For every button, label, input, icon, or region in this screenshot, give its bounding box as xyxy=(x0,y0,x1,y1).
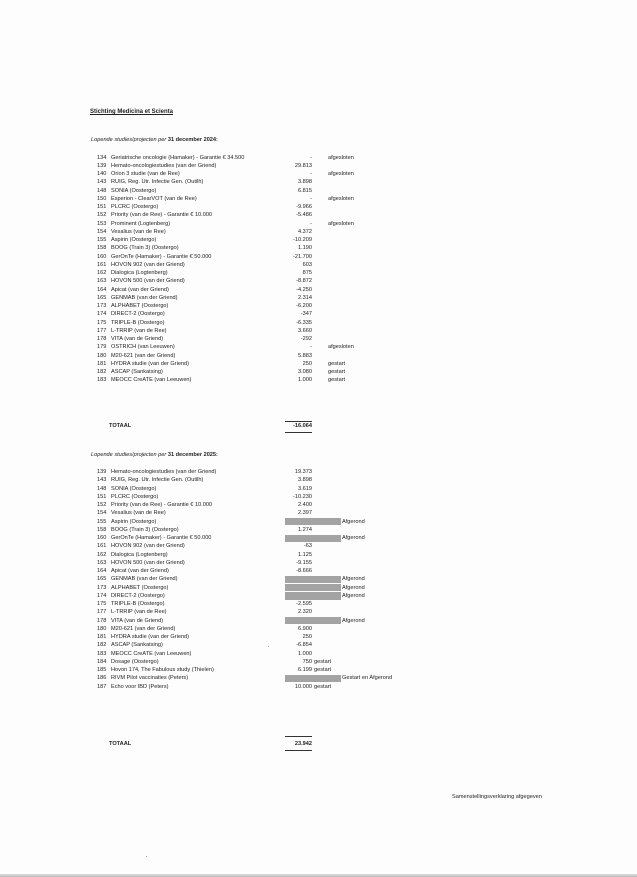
scan-speck xyxy=(146,856,147,857)
project-balance: 1.000 xyxy=(298,650,312,657)
project-name: Hemato-oncologiestudies (van der Griend) xyxy=(111,162,217,169)
project-balance: -10.209 xyxy=(293,237,312,243)
section2-heading xyxy=(91,452,218,458)
table-row xyxy=(0,567,637,575)
section2-total-rule xyxy=(285,736,312,737)
project-name: HOVON 902 (van der Griend) xyxy=(111,543,185,550)
table-row xyxy=(0,584,637,592)
project-name: RUIG, Reg. Utr. Infectie Gen. (Outilh) xyxy=(111,477,204,484)
table-row xyxy=(0,493,637,501)
project-balance: 2.320 xyxy=(298,609,312,616)
project-name: HOVON 902 (van der Griend) xyxy=(111,261,185,268)
project-balance: -4.250 xyxy=(296,286,312,293)
project-name: Esperion - ClearVOT (van de Ree) xyxy=(111,195,197,202)
project-number: 175 xyxy=(97,319,107,326)
project-number: 187 xyxy=(97,683,107,690)
project-number: 184 xyxy=(97,658,107,665)
section1-heading-date: 31 december 2024: xyxy=(167,137,218,143)
table-row xyxy=(0,277,637,285)
project-number: 164 xyxy=(97,286,107,293)
project-number: 151 xyxy=(97,493,107,500)
section2-total-label: TOTAAL xyxy=(109,741,132,747)
table-row xyxy=(0,476,637,484)
table-row xyxy=(0,575,637,583)
organization-title: Stichting Medicina et Scienta xyxy=(90,109,174,115)
project-balance: 3.898 xyxy=(298,477,312,484)
project-status: afgesloten xyxy=(328,220,354,227)
project-name: Echo voor IBD (Peters) xyxy=(111,683,169,690)
project-balance: 3.080 xyxy=(298,369,312,375)
project-number: 178 xyxy=(97,617,107,624)
project-number: 155 xyxy=(97,237,107,243)
project-number: 177 xyxy=(97,609,107,616)
project-name: PLCRC (Oostergo) xyxy=(111,204,159,210)
project-balance: -21.700 xyxy=(293,253,312,260)
table-row xyxy=(0,485,637,493)
project-status: gestart xyxy=(314,658,332,665)
project-balance: -6.200 xyxy=(296,303,312,309)
project-balance: 10.000 xyxy=(294,683,312,690)
table-row xyxy=(0,526,637,534)
project-balance: -292 xyxy=(300,336,312,342)
section1-heading-prefix: Lopende studies/projecten per xyxy=(91,137,167,143)
project-balance: - xyxy=(310,220,312,227)
project-balance: 1.190 xyxy=(298,245,312,252)
section1-table xyxy=(0,154,637,385)
project-number: 180 xyxy=(97,625,107,632)
table-row xyxy=(0,542,637,550)
table-row xyxy=(0,319,637,327)
project-status: Afgerond xyxy=(342,592,365,599)
shaded-cell xyxy=(285,617,341,624)
project-name: RIVM Pilot vaccinaties (Peters) xyxy=(111,675,189,682)
project-balance: 603 xyxy=(302,261,312,268)
project-status: Afgerond xyxy=(342,584,365,591)
project-number: 161 xyxy=(97,261,107,268)
project-number: 139 xyxy=(97,469,107,475)
project-number: 134 xyxy=(97,154,107,161)
table-row xyxy=(0,195,637,203)
project-number: 175 xyxy=(97,601,107,607)
project-name: GENMAB (van der Griend) xyxy=(111,294,178,301)
project-name: MEOCC CreATE (van Leeuwen) xyxy=(111,377,192,384)
project-name: GENMAB (van der Griend) xyxy=(111,576,178,583)
project-balance: - xyxy=(310,195,312,202)
project-status: gestart xyxy=(314,683,332,690)
project-name: Vesalius (van de Ree) xyxy=(111,228,166,235)
table-row xyxy=(0,509,637,517)
project-name: PLCRC (Oostergo) xyxy=(111,493,159,500)
table-row xyxy=(0,335,637,343)
table-row xyxy=(0,253,637,261)
project-number: 139 xyxy=(97,162,107,169)
project-number: 173 xyxy=(97,303,107,309)
project-name: Prominent (Logtenberg) xyxy=(111,220,171,227)
project-balance: 1.274 xyxy=(298,526,312,533)
table-row xyxy=(0,203,637,211)
project-balance: 2.314 xyxy=(298,294,312,301)
project-name: Vesalius (van de Ree) xyxy=(111,510,166,517)
project-number: 186 xyxy=(97,675,107,682)
project-balance: 3.898 xyxy=(298,179,312,186)
project-name: HYDRA studie (van der Griend) xyxy=(111,634,190,640)
project-number: 181 xyxy=(97,360,107,367)
project-status: Afgerond xyxy=(342,576,365,583)
table-row xyxy=(0,468,637,476)
table-row xyxy=(0,658,637,666)
project-name: ASCAP (Sankatsing) xyxy=(111,642,163,649)
project-status: afgesloten xyxy=(328,195,354,202)
table-row xyxy=(0,269,637,277)
table-row xyxy=(0,170,637,178)
project-name: Dosage (Oostergo) xyxy=(111,658,159,665)
project-name: DIRECT-2 (Oostergo) xyxy=(111,592,165,599)
project-balance: 250 xyxy=(302,634,312,640)
project-name: ALPHABET (Oostergo) xyxy=(111,303,169,309)
project-status: gestart xyxy=(328,377,346,384)
project-name: VITA (van de Griend) xyxy=(111,617,164,624)
project-name: Geriatrische oncologie (Hamaker) - Garantie € 34.500 xyxy=(111,154,245,161)
project-balance: 2.397 xyxy=(298,510,312,517)
project-name: GerOnTe (Hamaker) - Garantie € 50.000 xyxy=(111,535,212,541)
project-name: HOVON 500 (van der Griend) xyxy=(111,278,185,285)
table-row xyxy=(0,650,637,658)
project-number: 162 xyxy=(97,551,107,558)
project-number: 151 xyxy=(97,204,107,210)
section1-total-rule xyxy=(285,421,312,422)
project-name: BOOG (Train 3) (Oostergo) xyxy=(111,245,179,252)
project-number: 148 xyxy=(97,485,107,492)
table-row xyxy=(0,518,637,526)
project-name: GerOnTe (Hamaker) - Garantie € 50.000 xyxy=(111,253,212,260)
project-name: OSTRICH (van Leeuwen) xyxy=(111,344,175,351)
project-name: M20-621 (van der Griend) xyxy=(111,352,176,359)
project-name: Aspirin (Oostergo) xyxy=(111,237,157,243)
shaded-cell xyxy=(285,584,341,591)
project-name: DIRECT-2 (Oostergo) xyxy=(111,311,165,318)
project-balance: -10.230 xyxy=(293,493,312,500)
project-name: VITA (van de Griend) xyxy=(111,336,164,342)
project-balance: 29.813 xyxy=(294,162,312,169)
project-name: Dialogica (Logtenberg) xyxy=(111,551,168,558)
project-number: 148 xyxy=(97,187,107,194)
project-balance: 4.372 xyxy=(298,228,312,235)
project-name: Hemato-oncologiestudies (van der Griend) xyxy=(111,469,217,475)
table-row xyxy=(0,674,637,682)
table-row xyxy=(0,294,637,302)
project-number: 165 xyxy=(97,576,107,583)
project-status: Afgerond xyxy=(342,535,365,541)
project-number: 174 xyxy=(97,592,107,599)
section1-total-label: TOTAAL xyxy=(109,423,132,429)
section2-total-underline xyxy=(285,750,312,751)
project-name: Priority (van de Ree) - Garantie € 10.000 xyxy=(111,502,213,508)
table-row xyxy=(0,310,637,318)
table-row xyxy=(0,154,637,162)
project-number: 140 xyxy=(97,171,107,177)
project-balance: 6.199 xyxy=(298,667,312,673)
section2-total-value: 23.942 xyxy=(294,741,312,747)
project-number: 173 xyxy=(97,584,107,591)
project-balance: -8.872 xyxy=(296,278,312,285)
table-row xyxy=(0,343,637,351)
table-row xyxy=(0,376,637,384)
shaded-cell xyxy=(285,675,341,682)
project-number: 180 xyxy=(97,352,107,359)
table-row xyxy=(0,559,637,567)
table-row xyxy=(0,220,637,228)
project-number: 181 xyxy=(97,634,107,640)
project-balance: - xyxy=(310,154,312,161)
project-number: 161 xyxy=(97,543,107,550)
project-balance: -6.854 xyxy=(296,642,312,649)
project-status: Afgerond xyxy=(342,518,365,525)
project-balance: 1.125 xyxy=(298,551,312,558)
project-number: 177 xyxy=(97,327,107,334)
section2-table xyxy=(0,468,637,691)
table-row xyxy=(0,236,637,244)
table-row xyxy=(0,211,637,219)
project-balance: 5.883 xyxy=(298,352,312,359)
project-number: 163 xyxy=(97,278,107,285)
project-balance: - xyxy=(310,344,312,351)
project-name: TRIPLE-B (Oostergo) xyxy=(111,319,165,326)
table-row xyxy=(0,608,637,616)
project-name: TRIPLE-B (Oostergo) xyxy=(111,601,165,607)
project-balance: 250 xyxy=(302,360,312,367)
project-number: 155 xyxy=(97,518,107,525)
project-balance: - xyxy=(310,171,312,177)
table-row xyxy=(0,534,637,542)
project-name: Priority (van de Ree) - Garantie € 10.000 xyxy=(111,212,213,219)
project-number: 164 xyxy=(97,568,107,574)
project-number: 154 xyxy=(97,510,107,517)
project-balance: 1.000 xyxy=(298,377,312,384)
shaded-cell xyxy=(285,576,341,583)
project-number: 143 xyxy=(97,477,107,484)
project-name: Aspirin (Oostergo) xyxy=(111,518,157,525)
shaded-cell xyxy=(285,535,341,542)
project-number: 183 xyxy=(97,377,107,384)
table-row xyxy=(0,368,637,376)
project-number: 179 xyxy=(97,344,107,351)
shaded-cell xyxy=(285,518,341,525)
project-name: Apicat (van der Griend) xyxy=(111,286,169,293)
project-name: Dialogica (Logtenberg) xyxy=(111,270,168,276)
table-row xyxy=(0,162,637,170)
project-status: gestart xyxy=(328,360,346,367)
project-status: afgesloten xyxy=(328,154,354,161)
project-number: 163 xyxy=(97,559,107,566)
project-number: 165 xyxy=(97,294,107,301)
project-number: 182 xyxy=(97,369,107,375)
project-number: 160 xyxy=(97,535,107,541)
project-name: L-TRRIP (van de Ree) xyxy=(111,609,167,616)
project-name: SONIA (Oostergo) xyxy=(111,485,157,492)
project-number: 158 xyxy=(97,245,107,252)
project-balance: 2.400 xyxy=(298,502,312,508)
project-name: Orion 3 studie (van de Ree) xyxy=(111,171,180,177)
project-number: 150 xyxy=(97,195,107,202)
table-row xyxy=(0,666,637,674)
project-balance: 3.619 xyxy=(298,485,312,492)
shaded-cell xyxy=(285,592,341,599)
project-balance: 3.660 xyxy=(298,327,312,334)
project-number: 152 xyxy=(97,212,107,219)
project-balance: 6.815 xyxy=(298,187,312,194)
project-number: 162 xyxy=(97,270,107,276)
project-number: 178 xyxy=(97,336,107,342)
project-name: Apicat (van der Griend) xyxy=(111,568,169,574)
table-row xyxy=(0,286,637,294)
project-name: BOOG (Train 3) (Oostergo) xyxy=(111,526,179,533)
project-status: afgesloten xyxy=(328,171,354,177)
project-name: HOVON 500 (van der Griend) xyxy=(111,559,185,566)
project-balance: -63 xyxy=(303,543,312,550)
project-balance: -9.966 xyxy=(296,204,312,210)
section1-total-underline xyxy=(285,432,312,433)
project-balance: -2.595 xyxy=(296,601,312,607)
project-name: ASCAP (Sankatsing) xyxy=(111,369,163,375)
project-balance: -9.155 xyxy=(296,559,312,566)
project-number: 160 xyxy=(97,253,107,260)
table-row xyxy=(0,228,637,236)
footer-note: Samenstellingsverklaring afgegeven xyxy=(452,794,542,800)
project-name: HYDRA studie (van der Griend) xyxy=(111,360,190,367)
project-balance: 19.373 xyxy=(294,469,312,475)
project-status: afgesloten xyxy=(328,344,354,351)
project-balance: 6.900 xyxy=(298,625,312,632)
table-row xyxy=(0,592,637,600)
project-status: Afgerond xyxy=(342,617,365,624)
project-name: SONIA (Oostergo) xyxy=(111,187,157,194)
project-name: Hovon 174, The Fabulous study (Thielen) xyxy=(111,667,214,673)
project-number: 152 xyxy=(97,502,107,508)
project-name: MEOCC CreATE (van Leeuwen) xyxy=(111,650,192,657)
table-row xyxy=(0,551,637,559)
project-balance: -8.666 xyxy=(296,568,312,574)
project-number: 182 xyxy=(97,642,107,649)
project-status: gestart xyxy=(314,667,332,673)
table-row xyxy=(0,633,637,641)
project-name: ALPHABET (Oostergo) xyxy=(111,584,169,591)
table-row xyxy=(0,327,637,335)
table-row xyxy=(0,352,637,360)
table-row xyxy=(0,625,637,633)
project-status: gestart xyxy=(328,369,346,375)
table-row xyxy=(0,683,637,691)
project-balance: 875 xyxy=(302,270,312,276)
table-row xyxy=(0,617,637,625)
project-name: RUIG, Reg. Utr. Infectie Gen. (Outilh) xyxy=(111,179,204,186)
project-number: 143 xyxy=(97,179,107,186)
scan-speck xyxy=(268,646,269,647)
table-row xyxy=(0,302,637,310)
project-number: 185 xyxy=(97,667,107,673)
project-balance: -6.335 xyxy=(296,319,312,326)
section1-heading xyxy=(91,137,218,143)
table-row xyxy=(0,187,637,195)
table-row xyxy=(0,244,637,252)
table-row xyxy=(0,641,637,649)
project-number: 174 xyxy=(97,311,107,318)
table-row xyxy=(0,600,637,608)
section2-heading-prefix: Lopende studies/projecten per xyxy=(91,452,167,458)
project-number: 153 xyxy=(97,220,107,227)
table-row xyxy=(0,501,637,509)
project-balance: -347 xyxy=(300,311,312,318)
project-name: M20-621 (van der Griend) xyxy=(111,625,176,632)
section2-heading-date: 31 december 2025: xyxy=(167,452,218,458)
table-row xyxy=(0,261,637,269)
table-row xyxy=(0,360,637,368)
project-status: Gestart en Afgerond xyxy=(342,675,393,682)
project-balance: -5.486 xyxy=(296,212,312,219)
table-row xyxy=(0,178,637,186)
project-number: 183 xyxy=(97,650,107,657)
project-name: L-TRRIP (van de Ree) xyxy=(111,327,167,334)
project-number: 154 xyxy=(97,228,107,235)
section1-total-value: -16.064 xyxy=(293,423,312,429)
project-balance: 750 xyxy=(302,658,312,665)
project-number: 158 xyxy=(97,526,107,533)
